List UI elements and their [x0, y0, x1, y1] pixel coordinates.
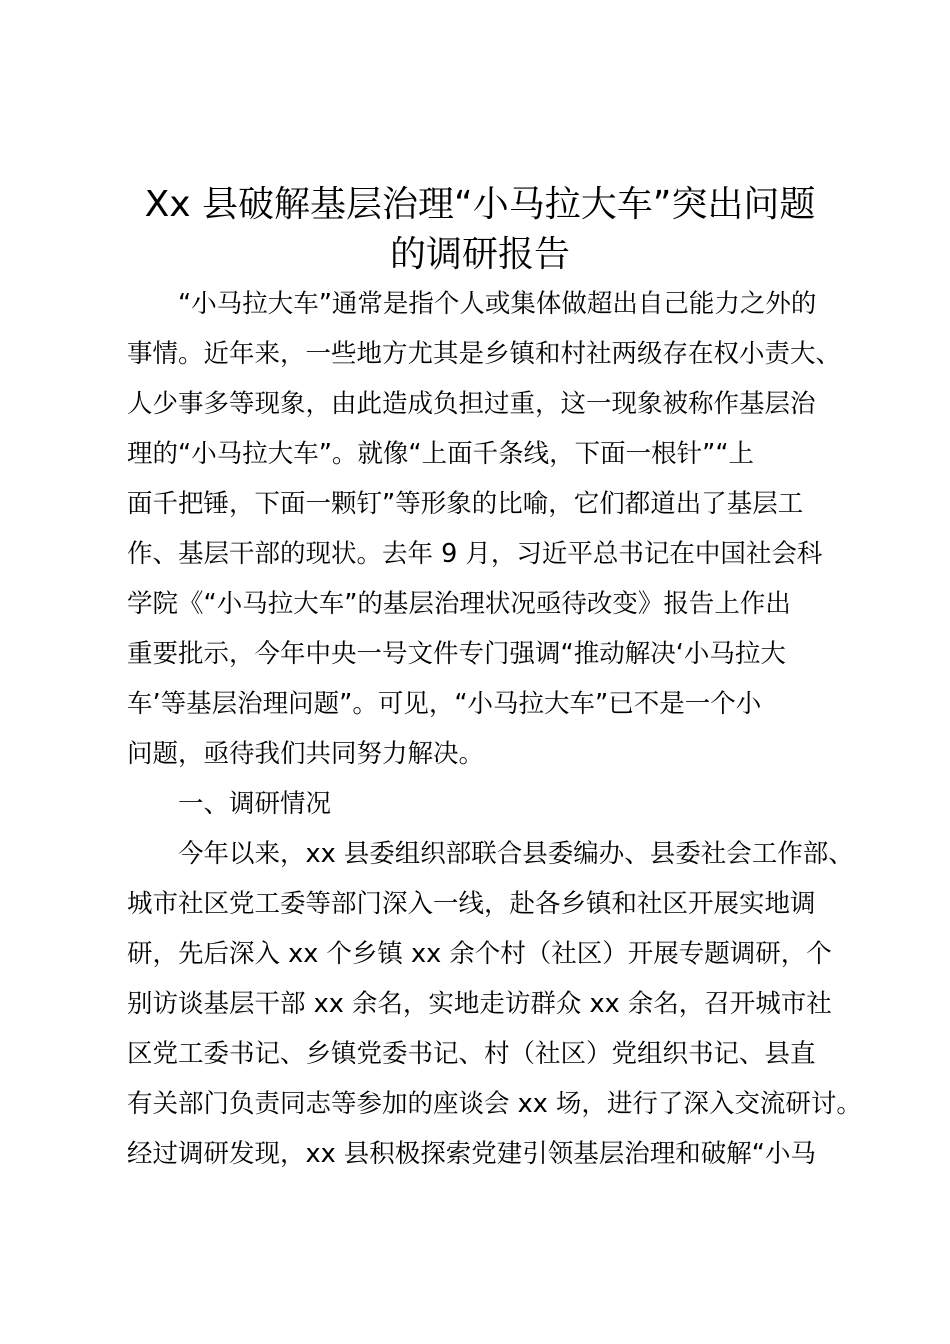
section-heading-research-status: 一、调研情况 — [178, 789, 332, 819]
paragraph-1-line-6: 作、基层干部的现状。去年 9 月，习近平总书记在中国社会科 — [127, 539, 823, 569]
paragraph-2-line-2: 城市社区党工委等部门深入一线，赴各乡镇和社区开展实地调 — [127, 889, 816, 919]
paragraph-1-line-7: 学院《“小马拉大车”的基层治理状况亟待改变》报告上作出 — [127, 589, 791, 619]
paragraph-2-line-6: 有关部门负责同志等参加的座谈会 xx 场，进行了深入交流研讨。 — [127, 1089, 862, 1119]
paragraph-2-line-4: 别访谈基层干部 xx 余名，实地走访群众 xx 余名，召开城市社 — [127, 989, 832, 1019]
paragraph-1-line-2: 事情。近年来，一些地方尤其是乡镇和村社两级存在权小责大、 — [127, 339, 842, 369]
paragraph-2-line-5: 区党工委书记、乡镇党委书记、村（社区）党组织书记、县直 — [127, 1039, 816, 1069]
paragraph-1-line-10: 问题，亟待我们共同努力解决。 — [127, 739, 485, 769]
paragraph-1-line-3: 人少事多等现象，由此造成负担过重，这一现象被称作基层治 — [127, 389, 816, 419]
paragraph-1-line-5: 面千把锤，下面一颗钉”等形象的比喻，它们都道出了基层工 — [127, 489, 804, 519]
paragraph-1-line-9: 车’等基层治理问题”。可见，“小马拉大车”已不是一个小 — [127, 689, 762, 719]
paragraph-1-line-4: 理的“小马拉大车”。就像“上面千条线，下面一根针”“上 — [127, 439, 755, 469]
paragraph-2-line-7: 经过调研发现，xx 县积极探索党建引领基层治理和破解“小马 — [127, 1139, 816, 1169]
paragraph-1-line-1: “小马拉大车”通常是指个人或集体做超出自己能力之外的 — [178, 289, 817, 319]
paragraph-1-line-8: 重要批示，今年中央一号文件专门强调“推动解决‘小马拉大 — [127, 639, 786, 669]
document-title-line-2: 的调研报告 — [389, 234, 570, 275]
document-title-line-1: Xx 县破解基层治理“小马拉大车”突出问题 — [144, 184, 816, 225]
paragraph-2-line-3: 研，先后深入 xx 个乡镇 xx 余个村（社区）开展专题调研，个 — [127, 939, 832, 969]
paragraph-2-line-1: 今年以来，xx 县委组织部联合县委编办、县委社会工作部、 — [178, 839, 854, 869]
